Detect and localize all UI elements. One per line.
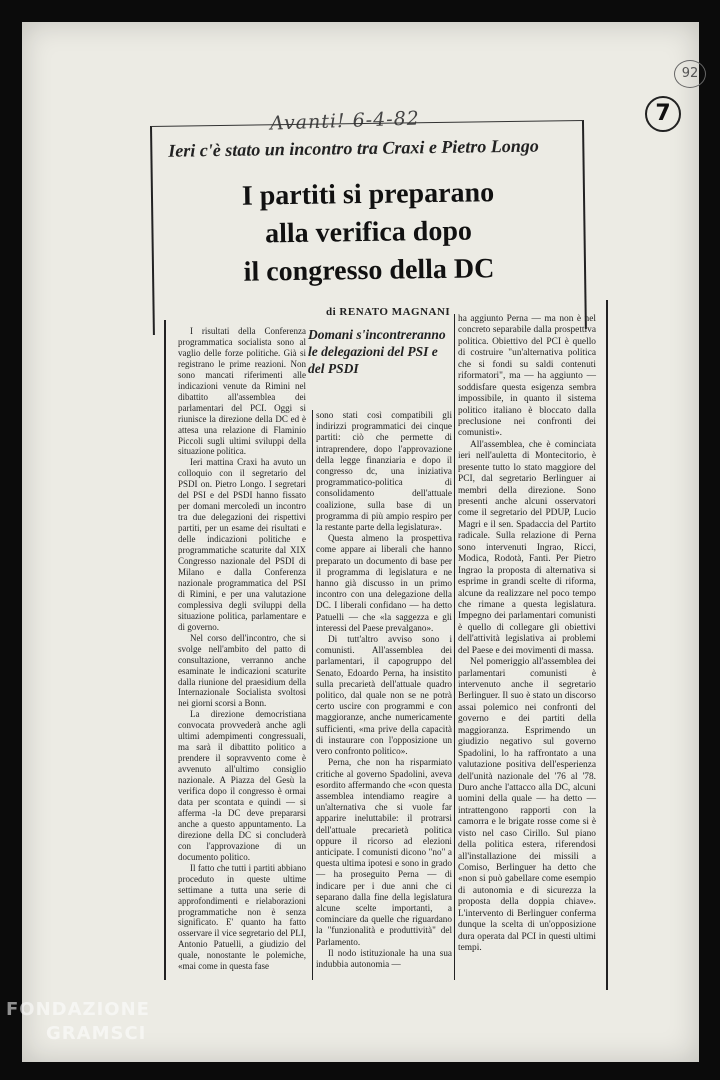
article-column-1	[178, 326, 306, 974]
clipping-right-edge	[606, 300, 608, 990]
headline-line: il congresso della DC	[243, 253, 495, 288]
paragraph: All'assemblea, che è cominciata ieri nell'auletta di Montecitorio, è presente tutto lo stato maggiore del PCI, dal segretario Berlinguer ai membri della direzione. Sono presenti anche alcuni osservatori come il segretario del PDUP, Lucio Magri e il sen. Spadaccia del Partito radicale. Sulla relazione di Perna sono intervenuti Ingrao, Ricci, Modica, Rodotà, Fanti. Per Pietro Ingrao la proposta di alternativa si esprime in grandi scelte di riforma, alcune da realizzare nel poco tempo che rimane a questa legislatura. Impegno dei parlamentari comunisti è quello di collegare gli obiettivi dell'attività legislativa ai problemi del Paese e dei movimenti di massa.	[458, 439, 596, 656]
headline-line: I partiti si preparano	[241, 177, 495, 212]
column-divider	[454, 314, 455, 980]
paragraph: La direzione democristiana convocata provvederà anche agli ultimi adempimenti congressuali, ma sarà il dibattito politico a prendere il sopravvento come è avvenuto all'ultimo consiglio nazionale. A Piazza del Gesù la verifica dopo il congresso è ormai data per scontata e quindi — si afferma -la DC deve prepararsi anche a questo appuntamento. La direzione della DC si concluderà con l'approvazione di un documento politico.	[178, 709, 306, 862]
paragraph: sono stati così compatibili gli indirizzi programmatici dei cinque partiti: ciò che permette di intraprendere, dopo l'approvazione della legge finanziaria e dopo il congresso dc, una iniziativa programmatico-politica di consolidamento dell'attuale coalizione, sulla base di un programma di più ampio respiro per la restante parte della legislatura».	[316, 410, 452, 533]
article-column-2	[316, 410, 452, 978]
paragraph: Il nodo istituzionale ha una sua indubbia autonomia —	[316, 947, 452, 969]
archive-stamp-number: 7	[645, 96, 681, 132]
paragraph: ha aggiunto Perna — ma non è nel concreto separabile dalla prospettiva politica. Obiettivo del PCI è quello di costruire "un'alternativa politica che si fondi su saldi contenuti riformatori", ma — ha aggiunto — soddisfare questa esigenza sembra impossibile, in quanto il sistema politico italiano è bloccato dalla preclusione nei confronti dei comunisti».	[458, 314, 596, 439]
kicker: Ieri c'è stato un incontro tra Craxi e Pietro Longo	[168, 135, 539, 161]
clipping-left-edge	[164, 320, 166, 980]
byline: di RENATO MAGNANI	[326, 306, 451, 318]
headline-line: alla verifica dopo	[264, 215, 473, 250]
article-column-3	[458, 314, 596, 978]
paragraph: Perna, che non ha risparmiato critiche al governo Spadolini, aveva esordito affermando che «con questa assemblea intendiamo reagire a un'alternativa che si vuole far apparire ineluttabile: il protrarsi dell'attuale precarietà politica oppure il ricorso ad elezioni anticipate. I comunisti dicono "no" a questa ultima ipotesi e sono in grado — ha proseguito Perna — di indicare per i due anni che ci separano dalla fine della legislatura alcune scelte importanti, a cominciare da quelle che riguardano la "funzionalità e produttività" del Parlamento.	[316, 757, 452, 947]
column-divider	[312, 410, 313, 980]
paragraph: I risultati della Conferenza programmatica socialista sono al vaglio delle forze politiche. Già si registrano le prime reazioni. Non sono mancati riferimenti alle indicazioni venute da Rimini nel dibattito all'assemblea dei parlamentari del PCI. Oggi si riunisce la direzione della DC ed è attesa una relazione di Flaminio Piccoli sugli ultimi sviluppi della situazione politica.	[178, 326, 306, 457]
paragraph: Il fatto che tutti i partiti abbiano proceduto in queste ultime settimane a tutta una serie di approfondimenti e rielaborazioni programmatiche non è senza significato. E' quanto ha fatto osservare il vice segretario del PLI, Antonio Patuelli, a giudizio del quale, nonostante le polemiche, «mai come in questa fase	[178, 862, 306, 972]
paragraph: Di tutt'altro avviso sono i comunisti. All'assemblea dei parlamentari, il capogruppo del Senato, Edoardo Perna, ha insistito sulla precarietà dell'attuale quadro politico, dal quale non se ne potrà certo uscire con programmi e con maggioranze, anche numericamente sufficienti, «ma prive della capacità di instaurare con l'opposizione un vero confronto politico».	[316, 634, 452, 757]
subhead: Domani s'incontreranno le delegazioni del PSI e del PSDI	[308, 327, 446, 376]
paragraph: Nel corso dell'incontro, che si svolge nell'ambito del patto di consultazione, verranno anche esaminate le indicazioni scaturite dalla riunione del praesidium della Internazionale Socialista svoltosi nei giorni scorsi a Bonn.	[178, 632, 306, 709]
logo-line: GRAMSCI	[46, 1023, 147, 1044]
headline	[153, 173, 585, 293]
foundation-logo	[6, 998, 150, 1046]
paragraph: Questa almeno la prospettiva come appare ai liberali che hanno preparato un documento di base per il programma di legislatura e ne hanno già discusso in un primo incontro con una delegazione della DC. I liberali confidano — ha detto Patuelli — che «la saggezza e gli interessi del Paese prevalgano».	[316, 533, 452, 633]
handwritten-source-note: Avanti! 6-4-82	[269, 107, 421, 135]
paragraph: Nel pomeriggio all'assemblea dei parlamentari comunisti è intervenuto anche il segretario Berlinguer. Il suo è stato un discorso assai polemico nei confronti del governo e dei partiti della maggioranza. Esprimendo un giudizio negativo sul governo Spadolini, lo ha raffrontato a una valutazione positiva dell'esperienza dell'unità nazionale del '76 al '78. Duro anche l'attacco alla DC, alcuni uomini della quale — ha detto — intrattengono rapporti con la camorra e le brigate rosse come si è visto nel caso Cirillo. Sul piano della politica estera, riferendosi all'installazione dei missili a Comiso, Berlinguer ha detto che «non si può gabellare come esempio di autonomia e di sicurezza la proposta della doppia chiave». L'intervento di Berlinguer conferma dunque la scelta di un'opposizione dura operata dal PCI in questi ultimi tempi.	[458, 657, 596, 954]
article-body	[156, 300, 614, 990]
page-number-circle: 92	[674, 60, 706, 88]
paragraph: Ieri mattina Craxi ha avuto un colloquio con il segretario del PSDI on. Pietro Longo. I segretari del PSI e del PSDI hanno fissato per domani mercoledì un incontro tra due delegazioni dei rispettivi partiti, per un esame dei risultati e delle indicazioni politiche e programmatiche scaturite dal XIX Congresso nazionale del PSDI di Milano e dalla Conferenza nazionale programmatica del PSI di Rimini, e per una valutazione complessiva degli sviluppi della situazione politica, parlamentare e di governo.	[178, 457, 306, 632]
logo-line: FONDAZIONE	[6, 999, 150, 1020]
